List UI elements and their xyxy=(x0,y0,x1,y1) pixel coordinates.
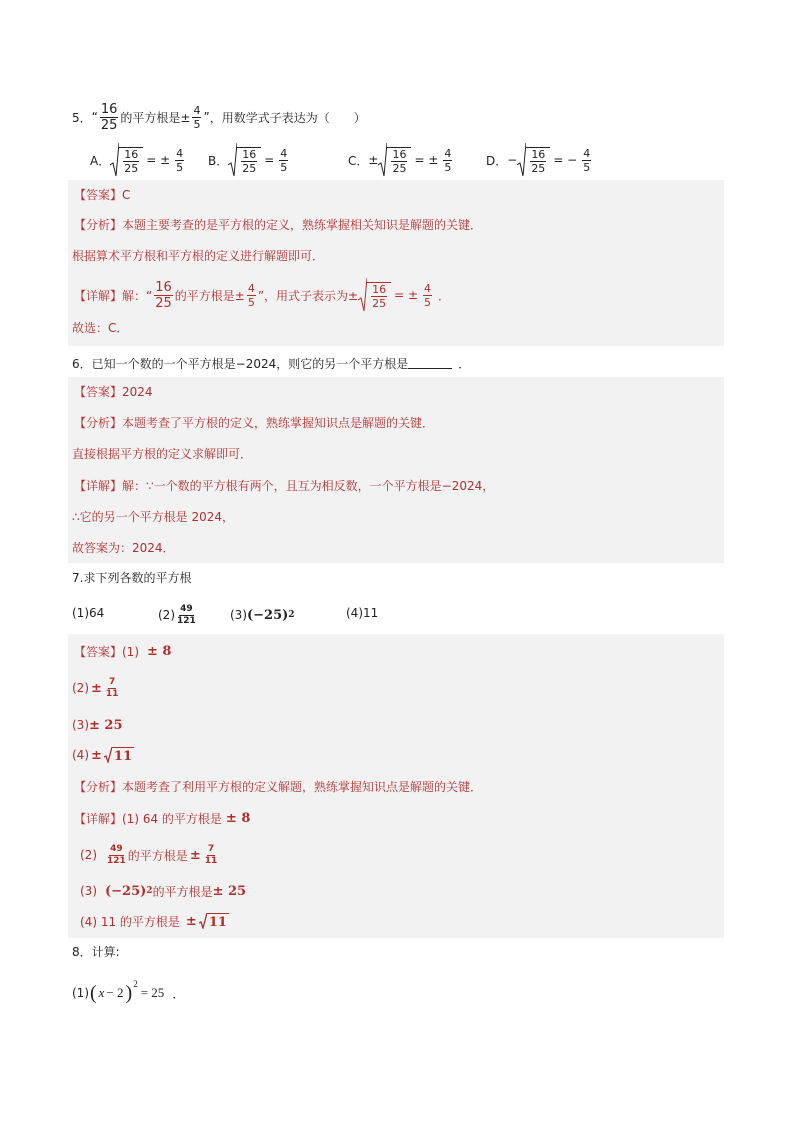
q7-detail-3: (3) (−25) 2 的平方根是 ± 25 xyxy=(80,883,247,899)
radical-sign-icon xyxy=(358,278,367,312)
fraction: $\frac{16}{25}$ xyxy=(100,101,118,133)
q7-answer-1: 【答案】(1) ± 8 xyxy=(74,643,172,659)
q7-item-4: (4)11 xyxy=(346,606,379,620)
q6-stem: 6．已知一个数的一个平方根是−2024，则它的另一个平方根是 ． xyxy=(72,356,471,371)
q6-method: 直接根据平方根的定义求解即可． xyxy=(72,446,253,461)
q6-answer: 【答案】2024 xyxy=(74,384,153,399)
q7-stem: 7.求下列各数的平方根 xyxy=(72,571,192,585)
option-a[interactable]: A． $\frac{16}{25}$ = ± $\frac{4}{5}$ xyxy=(90,140,186,180)
q7-item-1: (1)64 xyxy=(72,606,105,620)
q7-answer-4: (4) ± 11 xyxy=(72,747,132,764)
radical-sign-icon xyxy=(104,747,112,763)
q5-method: 根据算术平方根和平方根的定义进行解题即可． xyxy=(72,248,325,263)
sqrt-symbol: $\frac{16}{25}$ xyxy=(358,278,391,312)
q7-item-2: (2) $\frac{49}{121}$ xyxy=(158,603,196,626)
q8-item-1: (1) ( x − 2 ) 2 = 25 ． xyxy=(72,979,185,1004)
sqrt-symbol: 11 xyxy=(104,747,134,764)
answer-blank[interactable] xyxy=(408,357,452,369)
sqrt-symbol: $\frac{16}{25}$ xyxy=(228,143,261,177)
radical-sign-icon xyxy=(517,143,526,177)
q7-answer-3: (3) ± 25 xyxy=(72,717,123,733)
radical-sign-icon xyxy=(378,143,387,177)
radical-sign-icon xyxy=(110,143,119,177)
q6-final: 故答案为：2024． xyxy=(72,540,175,555)
q6-therefore: ∴它的另一个平方根是 2024， xyxy=(72,509,234,524)
q8-stem: 8．计算: xyxy=(72,945,120,959)
sqrt-symbol: $\frac{16}{25}$ xyxy=(517,143,550,177)
fraction: $\frac{4}{5}$ xyxy=(193,103,201,131)
q7-analysis: 【分析】本题考查了利用平方根的定义解题，熟练掌握知识点是解题的关键． xyxy=(74,779,483,794)
q7-answer-2: (2) ± $\frac{7}{11}$ xyxy=(72,676,119,699)
radical-sign-icon xyxy=(199,913,207,929)
q5-stem: 5． “ $\frac{16}{25}$ 的平方根是± $\frac{4}{5}$ ” ，用数学式子表达为（ ） xyxy=(72,101,366,133)
q5-analysis: 【分析】本题主要考查的是平方根的定义，熟练掌握相关知识是解题的关键． xyxy=(74,217,483,232)
q5-choose: 故选：C． xyxy=(72,320,129,335)
q5-answer: 【答案】C xyxy=(74,187,131,202)
q5-detail: 【详解】解：“ $\frac{16}{25}$ 的平方根是± $\frac{4}{5}$ ”，用式子表示为± $\frac{16}{25}$ = ± $\frac{4}{5}$ ． xyxy=(74,279,451,311)
option-b[interactable]: B． $\frac{16}{25}$ = $\frac{4}{5}$ xyxy=(208,140,290,180)
q7-detail-2: (2) $\frac{49}{121}$ 的平方根是 ± $\frac{7}{11}$ xyxy=(80,843,218,866)
q7-items xyxy=(72,600,472,630)
sqrt-symbol: $\frac{16}{25}$ xyxy=(110,143,143,177)
sqrt-symbol: $\frac{16}{25}$ xyxy=(378,143,411,177)
q7-detail-4: (4) 11 的平方根是 ± 11 xyxy=(80,913,227,930)
option-d[interactable]: D． − $\frac{16}{25}$ = − $\frac{4}{5}$ xyxy=(486,140,593,180)
sqrt-symbol: 11 xyxy=(199,913,229,930)
q6-detail: 【详解】解：∵一个数的平方根有两个，且互为相反数，一个平方根是−2024， xyxy=(74,478,495,493)
q7-item-3: (3) (−25) 2 xyxy=(230,607,295,623)
option-c[interactable]: C． ± $\frac{16}{25}$ = ± $\frac{4}{5}$ xyxy=(348,140,454,180)
radical-sign-icon xyxy=(228,143,237,177)
q7-detail-1: 【详解】(1) 64 的平方根是 ± 8 xyxy=(74,810,251,826)
q6-analysis: 【分析】本题考查了平方根的定义，熟练掌握知识点是解题的关键． xyxy=(74,415,435,430)
